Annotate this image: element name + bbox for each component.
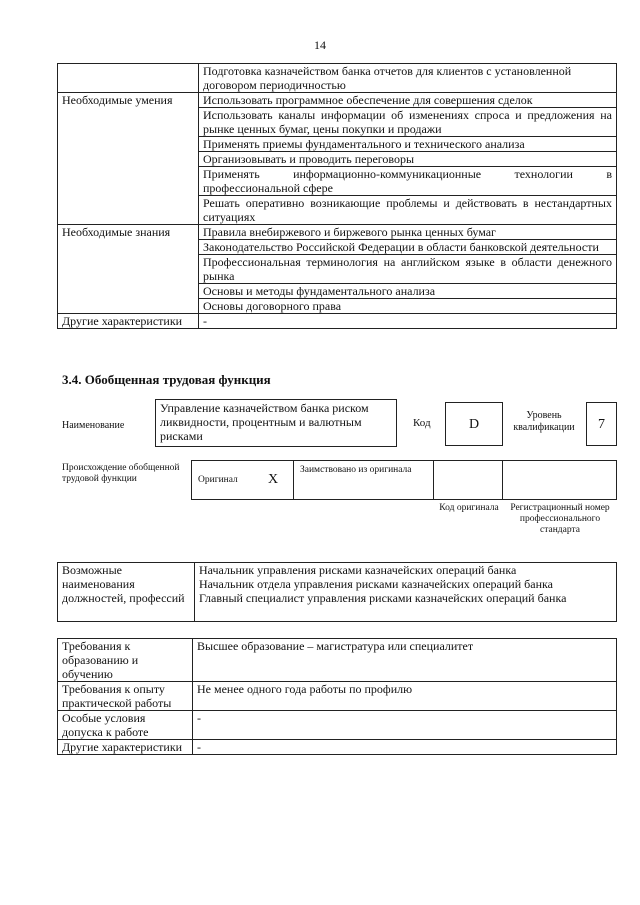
level-value-box: 7 (586, 402, 617, 446)
req-label: Требования к опыту практической работы (58, 682, 193, 711)
level-label: Уровень квалификации (513, 410, 575, 433)
original-label: Оригинал (198, 475, 238, 485)
code-label: Код (413, 417, 431, 429)
position-item: Начальник управления рисками казначейских операций банка (199, 563, 517, 577)
reg-number-cell (502, 460, 617, 500)
section-title: 3.4. Обобщенная трудовая функция (62, 372, 271, 387)
row-value: Решать оперативно возникающие проблемы и действовать в нестандартных ситуациях (199, 196, 617, 225)
name-label: Наименование (62, 420, 125, 431)
table-row (58, 225, 617, 240)
positions-values (195, 563, 617, 622)
positions-label: Возможные наименования должностей, профессий (58, 563, 195, 622)
req-value: - (193, 711, 617, 740)
borrowed-cell (293, 460, 434, 500)
row-value: Использовать каналы информации об изменениях спроса и предложения на рынке ценных бумаг, цены покупки и продажи (199, 108, 617, 137)
row-label: Другие характеристики (58, 314, 199, 329)
table-row (58, 93, 617, 108)
row-label: Необходимые знания (58, 225, 199, 314)
original-mark: X (268, 472, 279, 487)
row-value: Профессиональная терминология на английском языке в области денежного рынка (199, 255, 617, 284)
row-label: Необходимые умения (58, 93, 199, 225)
row-value: - (199, 314, 617, 329)
function-name-box: Управление казначейством банка риском ликвидности, процентным и валютным рисками (155, 399, 397, 447)
code-original-caption: Код оригинала (439, 503, 499, 513)
table-row (58, 682, 617, 711)
row-value: Основы договорного права (199, 299, 617, 314)
row-value: Законодательство Российской Федерации в области банковской деятельности (199, 240, 617, 255)
table-row (58, 563, 617, 622)
req-value: Не менее одного года работы по профилю (193, 682, 617, 711)
position-item: Начальник отдела управления рисками казначейских операций банка (199, 577, 553, 591)
row-value: Правила внебиржевого и биржевого рынка ценных бумаг (199, 225, 617, 240)
page-number: 14 (314, 38, 326, 52)
row-value: Организовывать и проводить переговоры (199, 152, 617, 167)
table-row (58, 314, 617, 329)
reg-number-caption: Регистрационный номер профессионального стандарта (510, 503, 610, 535)
row-value: Применять приемы фундаментального и технического анализа (199, 137, 617, 152)
origin-row (191, 460, 617, 500)
table-row (58, 711, 617, 740)
skills-table (57, 63, 617, 329)
table-row (58, 64, 617, 93)
req-label: Особые условия допуска к работе (58, 711, 193, 740)
position-item: Главный специалист управления рисками казначейских операций банка (199, 591, 567, 605)
code-original-cell (433, 460, 503, 500)
req-label: Другие характеристики (58, 740, 193, 755)
requirements-table (57, 638, 617, 755)
req-value: - (193, 740, 617, 755)
row-value: Применять информационно-коммуникационные технологии в профессиональной сфере (199, 167, 617, 196)
origin-label: Происхождение обобщенной трудовой функции (62, 463, 180, 484)
req-label: Требования к образованию и обучению (58, 639, 193, 682)
positions-table (57, 562, 617, 622)
original-cell (191, 460, 294, 500)
row-label (58, 64, 199, 93)
code-value-box: D (445, 402, 503, 446)
row-value: Использовать программное обеспечение для совершения сделок (199, 93, 617, 108)
borrowed-label: Заимствовано из оригинала (300, 465, 412, 475)
table-row (58, 639, 617, 682)
req-value: Высшее образование – магистратура или специалитет (193, 639, 617, 682)
row-value: Основы и методы фундаментального анализа (199, 284, 617, 299)
table-row (58, 740, 617, 755)
row-value: Подготовка казначейством банка отчетов для клиентов с установленной договором периодичностью (199, 64, 617, 93)
